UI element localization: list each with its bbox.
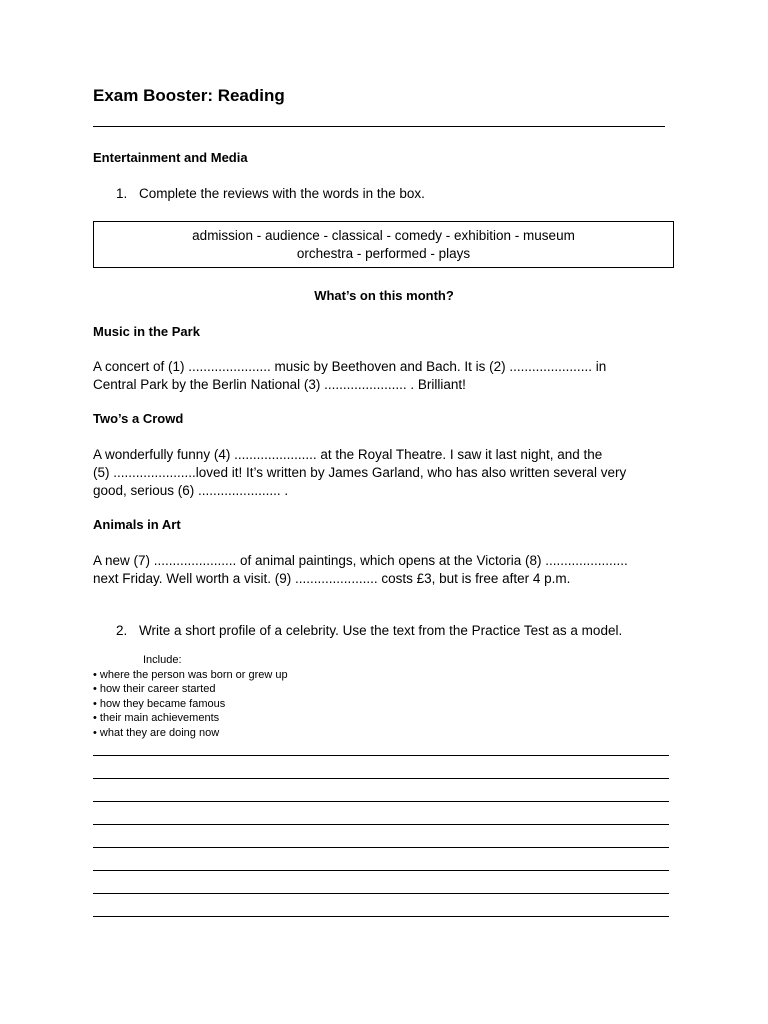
include-bullet: • what they are doing now [93, 727, 220, 739]
include-bullet: • how their career started [93, 683, 216, 695]
include-bullet: • their main achievements [93, 712, 220, 724]
include-bullet: • where the person was born or grew up [93, 669, 288, 681]
reviews-subtitle: What’s on this month? [314, 288, 454, 303]
review-2-line-3: good, serious (6) ...................... . [93, 483, 289, 498]
review-1-line-1: A concert of (1) ...................... music by Beethoven and Bach. It is (2) ...................... in [93, 359, 607, 374]
word-box-line-2: orchestra - performed - plays [296, 246, 471, 261]
question-1-text: Complete the reviews with the words in the box. [139, 186, 425, 201]
question-2-text: Write a short profile of a celebrity. Use the text from the Practice Test as a model. [139, 623, 623, 638]
review-2-heading: Two’s a Crowd [93, 411, 184, 426]
review-1-heading: Music in the Park [93, 324, 200, 339]
writing-line[interactable] [93, 755, 669, 756]
include-bullet: • how they became famous [93, 698, 226, 710]
writing-line[interactable] [93, 870, 669, 871]
review-2-line-2: (5) ......................loved it! It’s written by James Garland, who has also written several very [93, 465, 627, 480]
word-box-line-1: admission - audience - classical - comedy - exhibition - museum [192, 228, 575, 243]
review-1-line-2: Central Park by the Berlin National (3) ...................... . Brilliant! [93, 377, 466, 392]
review-3-line-2: next Friday. Well worth a visit. (9) ...................... costs £3, but is free after 4 p.m. [93, 571, 571, 586]
question-2-number: 2. [116, 623, 128, 638]
writing-line[interactable] [93, 916, 669, 917]
section-heading: Entertainment and Media [93, 150, 248, 165]
title-divider [93, 126, 665, 127]
question-1-number: 1. [116, 186, 128, 201]
writing-line[interactable] [93, 893, 669, 894]
word-box [93, 221, 674, 268]
writing-line[interactable] [93, 824, 669, 825]
writing-line[interactable] [93, 778, 669, 779]
writing-line[interactable] [93, 847, 669, 848]
writing-line[interactable] [93, 801, 669, 802]
page-title: Exam Booster: Reading [93, 86, 285, 105]
review-3-line-1: A new (7) ...................... of animal paintings, which opens at the Victoria (8) ...................... [93, 553, 628, 568]
review-3-heading: Animals in Art [93, 517, 181, 532]
review-2-line-1: A wonderfully funny (4) ...................... at the Royal Theatre. I saw it last night, and the [93, 447, 603, 462]
include-label: Include: [143, 654, 182, 666]
